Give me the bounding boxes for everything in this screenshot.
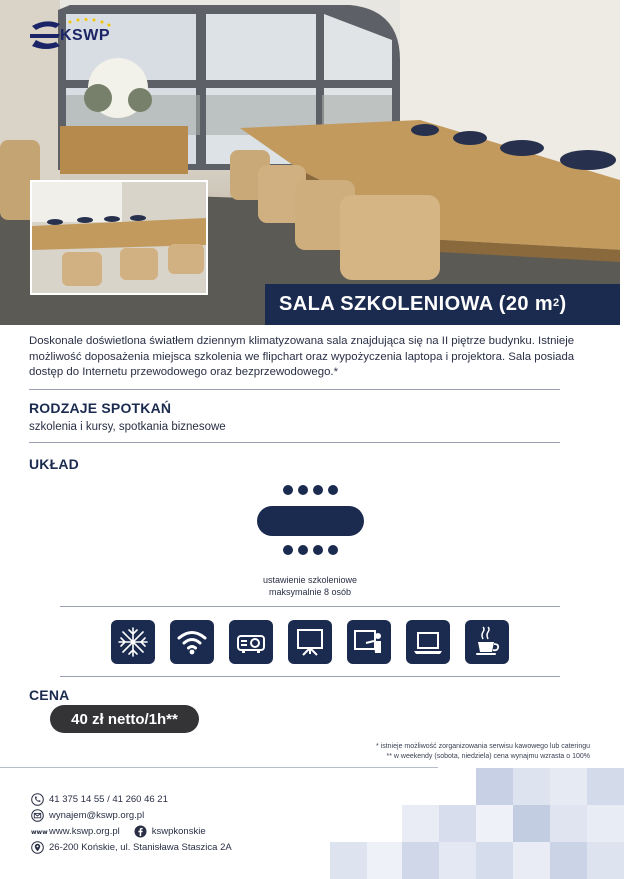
wifi-icon xyxy=(175,625,209,659)
seats-top xyxy=(283,485,338,495)
divider xyxy=(29,389,560,390)
facebook-link[interactable]: kswpkonskie xyxy=(151,826,206,837)
price-heading: CENA xyxy=(29,687,70,703)
coffee-cup-icon xyxy=(470,625,504,659)
footer-divider xyxy=(0,767,438,768)
table-icon xyxy=(257,506,364,536)
seats-bottom xyxy=(283,545,338,555)
seat-icon xyxy=(283,545,293,555)
coffee-amenity xyxy=(465,620,509,664)
wifi-amenity xyxy=(170,620,214,664)
flipchart-amenity xyxy=(288,620,332,664)
room-title-superscript: 2 xyxy=(553,296,560,309)
divider xyxy=(60,676,560,677)
location-pin-icon xyxy=(31,841,44,854)
divider xyxy=(29,442,560,443)
air-conditioning-amenity xyxy=(111,620,155,664)
www-icon xyxy=(31,825,48,838)
website-link[interactable]: www.kswp.org.pl xyxy=(49,826,120,837)
room-title-text: SALA SZKOLENIOWA (20 m xyxy=(279,293,554,315)
presentation-amenity xyxy=(347,620,391,664)
email-link[interactable]: wynajem@kswp.org.pl xyxy=(49,810,145,821)
snowflake-icon xyxy=(116,625,150,659)
logo-text: KSWP xyxy=(60,27,110,44)
seat-icon xyxy=(298,485,308,495)
seat-icon xyxy=(298,545,308,555)
room-description: Doskonale doświetlona światłem dziennym klimatyzowana sala znajdująca się na II piętrze budynku. Istnieje możliwość doposażenia miejsca szkolenia we flipchart oraz wypożyczenia laptopa i projektora. Sala posiada dostęp do Internetu przewodowego oraz bezprzewodowego.* xyxy=(29,335,575,378)
meeting-types-text: szkolenia i kursy, spotkania biznesowe xyxy=(29,421,226,433)
layout-caption-line-2: maksymalnie 8 osób xyxy=(268,586,352,597)
presentation-board-icon xyxy=(352,625,386,659)
seat-icon xyxy=(328,485,338,495)
phone-icon xyxy=(31,793,44,806)
flipchart-icon xyxy=(293,625,327,659)
phone-text: 41 375 14 55 / 41 260 46 21 xyxy=(49,794,168,805)
projector-amenity xyxy=(229,620,273,664)
price-badge: 40 zł netto/1h** xyxy=(50,705,199,733)
meeting-types-heading: RODZAJE SPOTKAŃ xyxy=(29,400,172,416)
contact-web xyxy=(31,825,206,838)
contact-email xyxy=(31,809,144,822)
layout-heading: UKŁAD xyxy=(29,456,79,472)
seat-icon xyxy=(313,485,323,495)
facebook-icon xyxy=(134,825,147,838)
email-icon xyxy=(31,809,44,822)
layout-caption-line-1: ustawienie szkoleniowe xyxy=(262,575,358,585)
room-title xyxy=(265,284,620,325)
projector-icon xyxy=(234,625,268,659)
address-text: 26-200 Końskie, ul. Stanisława Staszica 2A xyxy=(49,842,232,853)
divider xyxy=(60,606,560,607)
contact-address xyxy=(31,841,232,854)
seat-icon xyxy=(328,545,338,555)
laptop-amenity xyxy=(406,620,450,664)
laptop-icon xyxy=(411,625,445,659)
footnote-catering: * istnieje możliwość zorganizowania serwisu kawowego lub cateringu xyxy=(376,743,590,750)
contact-phone xyxy=(31,793,168,806)
footnote-weekend: ** w weekendy (sobota, niedziela) cena wynajmu wzrasta o 100% xyxy=(386,753,590,760)
layout-caption xyxy=(210,575,410,598)
seat-icon xyxy=(313,545,323,555)
svg-text:www: www xyxy=(31,829,48,836)
seat-icon xyxy=(283,485,293,495)
room-title-close: ) xyxy=(559,293,567,315)
